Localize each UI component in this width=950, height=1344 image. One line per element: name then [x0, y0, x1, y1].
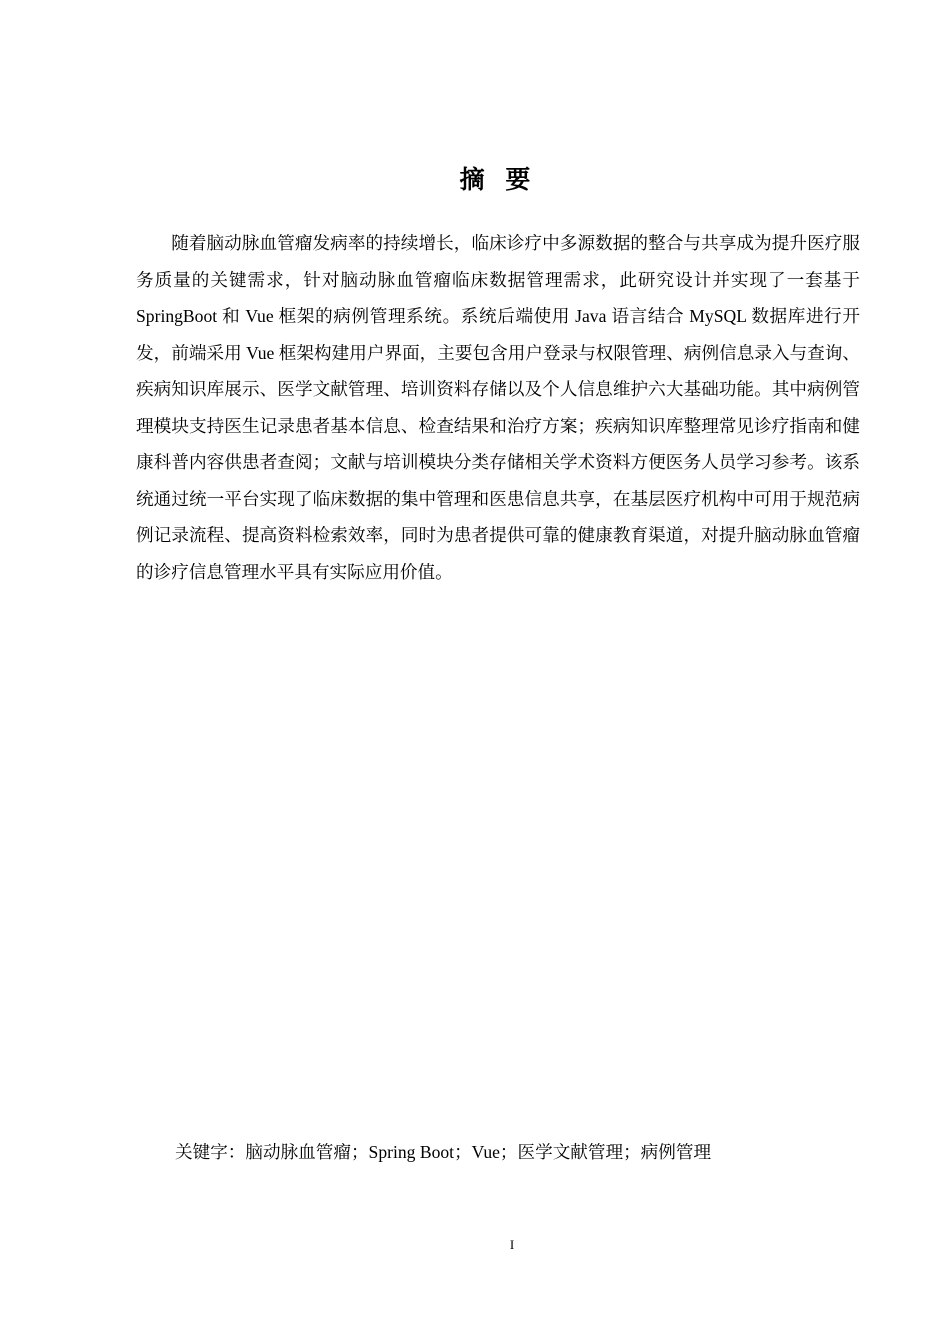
abstract-body: 随着脑动脉血管瘤发病率的持续增长，临床诊疗中多源数据的整合与共享成为提升医疗服务质量的关键需求，针对脑动脉血管瘤临床数据管理需求，此研究设计并实现了一套基于 SpringBoot 和 Vue 框架的病例管理系统。系统后端使用 Java 语言结合 MySQL 数据库进行开发，前端采用 Vue 框架构建用户界面，主要包含用户登录与权限管理、病例信息录入与查询、疾病知识库展示、医学文献管理、培训资料存储以及个人信息维护六大基础功能。其中病例管理模块支持医生记录患者基本信息、检查结果和治疗方案；疾病知识库整理常见诊疗指南和健康科普内容供患者查阅；文献与培训模块分类存储相关学术资料方便医务人员学习参考。该系统通过统一平台实现了临床数据的集中管理和医患信息共享，在基层医疗机构中可用于规范病例记录流程、提高资料检索效率，同时为患者提供可靠的健康教育渠道，对提升脑动脉血管瘤的诊疗信息管理水平具有实际应用价值。: [136, 233, 860, 582]
keywords-line: 关键字：脑动脉血管瘤；Spring Boot；Vue；医学文献管理；病例管理: [175, 1142, 712, 1162]
page-number: I: [509, 1237, 515, 1252]
abstract-title: 摘 要: [459, 165, 537, 194]
